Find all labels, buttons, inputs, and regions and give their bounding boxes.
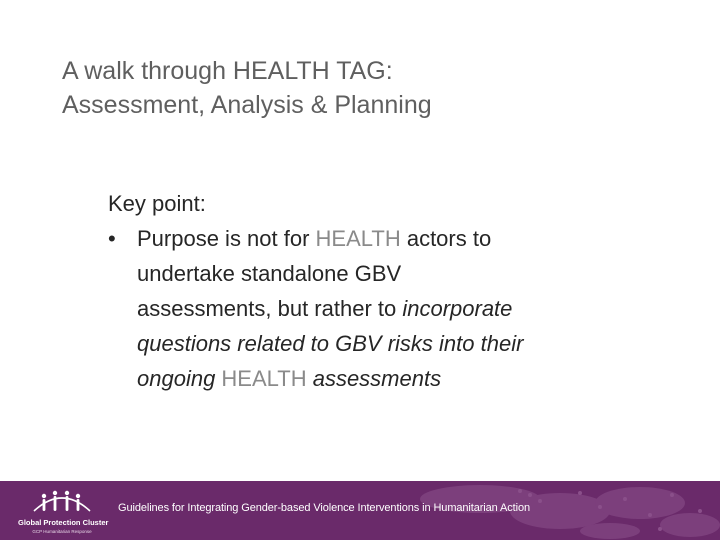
bullet-italic-segment: questions related to GBV risks into their [137,331,524,356]
key-point-label: Key point: [108,191,206,216]
bullet-text-segment: undertake standalone GBV [137,261,402,286]
bullet-item [108,221,668,396]
bullet-health-highlight: HEALTH [221,366,307,391]
bullet-italic-segment: assessments [306,366,442,391]
global-protection-cluster-logo [18,487,109,537]
logo-subtitle: GCP Humanitarian Response [32,529,92,534]
slide-title-line-1: A walk through HEALTH TAG: [62,57,393,85]
bullet-health-highlight: HEALTH [315,226,401,251]
footer-guidelines-text: Guidelines for Integrating Gender-based Violence Interventions in Humanitarian Action [118,502,530,514]
bullet-italic-segment: ongoing [137,366,222,391]
bullet-marker: • [108,226,116,251]
slide-title-line-2: Assessment, Analysis & Planning [62,91,432,119]
bullet-text-segment: actors to [400,226,492,251]
footer-bar [0,481,720,540]
bullet-text-segment: Purpose is not for [137,226,316,251]
people-figures-icon [30,487,94,517]
bullet-text-segment: assessments, but rather to [137,296,403,321]
bullet-italic-segment: incorporate [402,296,513,321]
logo-name: Global Protection Cluster [18,518,109,527]
slide-body [108,186,668,396]
slide-title [62,54,682,122]
